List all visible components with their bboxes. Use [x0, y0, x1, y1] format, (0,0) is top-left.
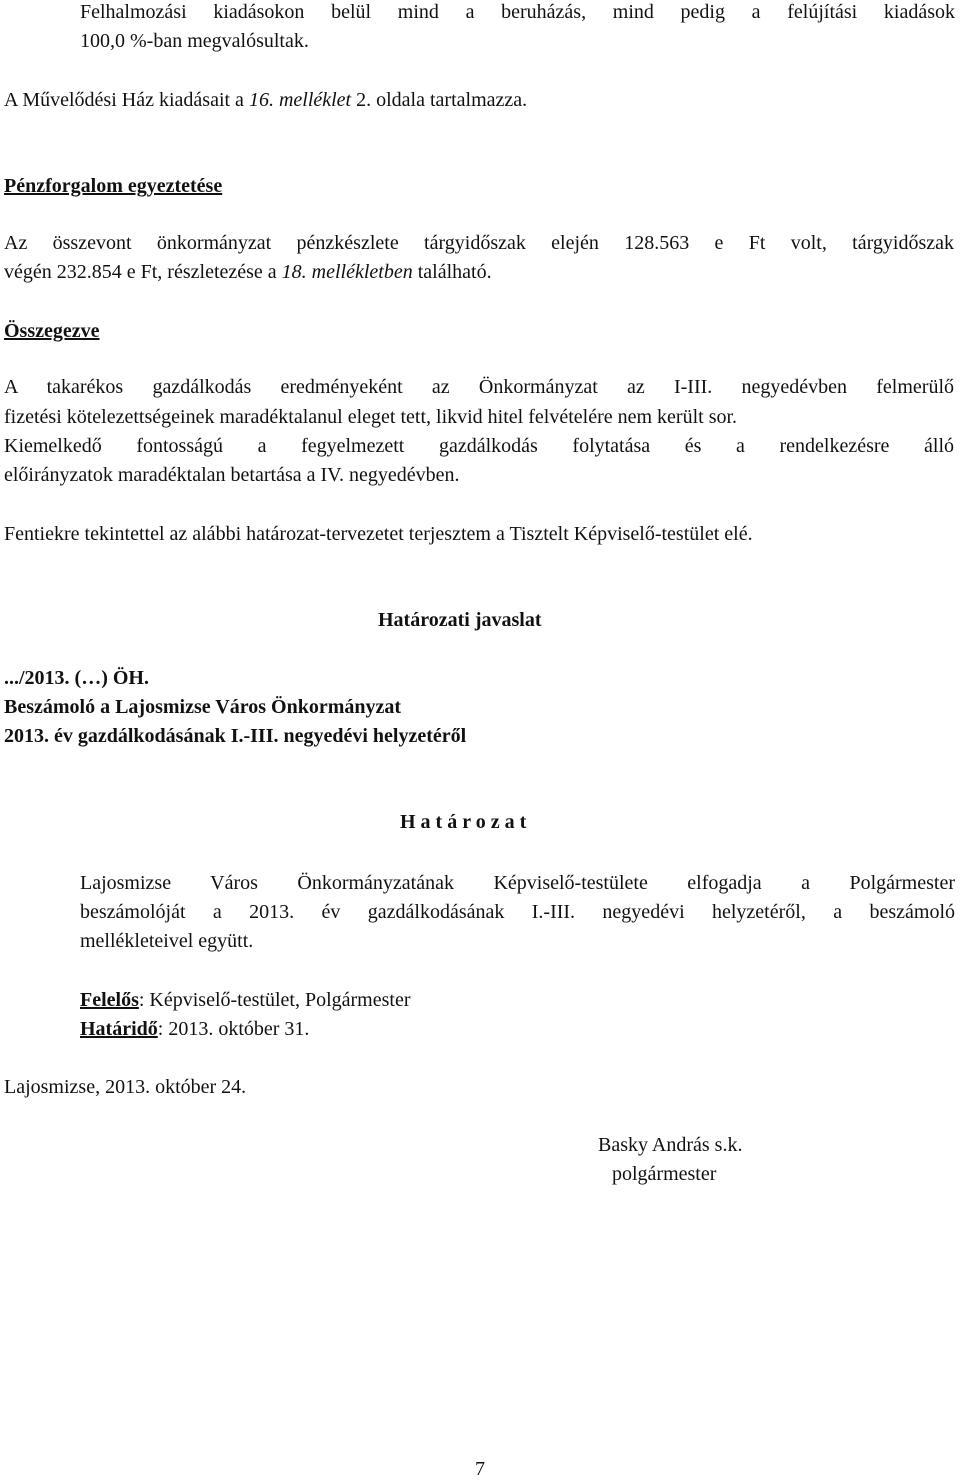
cash-flow-line-1: Az összevont önkormányzat pénzkészlete tárgyidőszak elején 128.563 e Ft volt, tárgyidőszak — [4, 232, 954, 254]
deadline-value: : 2013. október 31. — [157, 1018, 310, 1040]
place-date: Lajosmizse, 2013. október 24. — [4, 1076, 247, 1098]
summary-line-4: előirányzatok maradéktalan betartása a IV. negyedévben. — [4, 464, 460, 486]
summary-line-3: Kiemelkedő fontosságú a fegyelmezett gazdálkodás folytatása és a rendelkezésre álló — [4, 435, 954, 457]
resolution-body-1: Lajosmizse Város Önkormányzatának Képviselő-testülete elfogadja a Polgármester — [80, 872, 955, 894]
summary-line-5: Fentiekre tekintettel az alábbi határozat-tervezetet terjesztem a Tisztelt Képviselő-testület elé. — [4, 523, 753, 545]
intro-line-2: 100,0 %-ban megvalósultak. — [80, 30, 309, 52]
proposal-subject-2: 2013. év gazdálkodásának I.-III. negyedévi helyzetéről — [4, 725, 467, 747]
cash-flow-annex-ref: 18. mellékletben — [281, 261, 413, 283]
responsible-line — [80, 986, 410, 1015]
deadline-line — [80, 1015, 309, 1044]
summary-line-1: A takarékos gazdálkodás eredményeként az Önkormányzat az I-III. negyedévben felmerülő — [4, 376, 954, 398]
intro-annex-ref: 16. melléklet — [248, 89, 352, 111]
resolution-body-3: mellékleteivel együtt. — [80, 930, 254, 952]
page-number: 7 — [475, 1458, 485, 1480]
summary-heading: Összegezve — [4, 320, 100, 342]
intro-paragraph-2 — [4, 86, 527, 115]
responsible-label: Felelős — [80, 989, 139, 1011]
cash-flow-text-b: található. — [412, 261, 492, 283]
resolution-heading: Határozat — [400, 811, 532, 833]
intro-text-b: 2. oldala tartalmazza. — [351, 89, 528, 111]
cash-flow-text-a: végén 232.854 e Ft, részletezése a — [4, 261, 282, 283]
intro-text-a: A Művelődési Ház kiadásait a — [4, 89, 249, 111]
proposal-heading: Határozati javaslat — [378, 609, 542, 631]
signature-title: polgármester — [612, 1163, 717, 1185]
responsible-value: : Képviselő-testület, Polgármester — [138, 989, 411, 1011]
proposal-number: .../2013. (…) ÖH. — [4, 667, 149, 689]
proposal-subject-1: Beszámoló a Lajosmizse Város Önkormányzat — [4, 696, 402, 718]
summary-line-2: fizetési kötelezettségeinek maradéktalanul eleget tett, likvid hitel felvételére nem került sor. — [4, 406, 738, 428]
intro-line-1: Felhalmozási kiadásokon belül mind a beruházás, mind pedig a felújítási kiadások — [80, 1, 955, 23]
cash-flow-line-2 — [4, 258, 492, 287]
signature-name: Basky András s.k. — [598, 1134, 743, 1156]
resolution-body-2: beszámolóját a 2013. év gazdálkodásának I.-III. negyedévi helyzetéről, a beszámoló — [80, 901, 955, 923]
cash-flow-heading: Pénzforgalom egyeztetése — [4, 175, 223, 197]
deadline-label: Határidő — [80, 1018, 158, 1040]
